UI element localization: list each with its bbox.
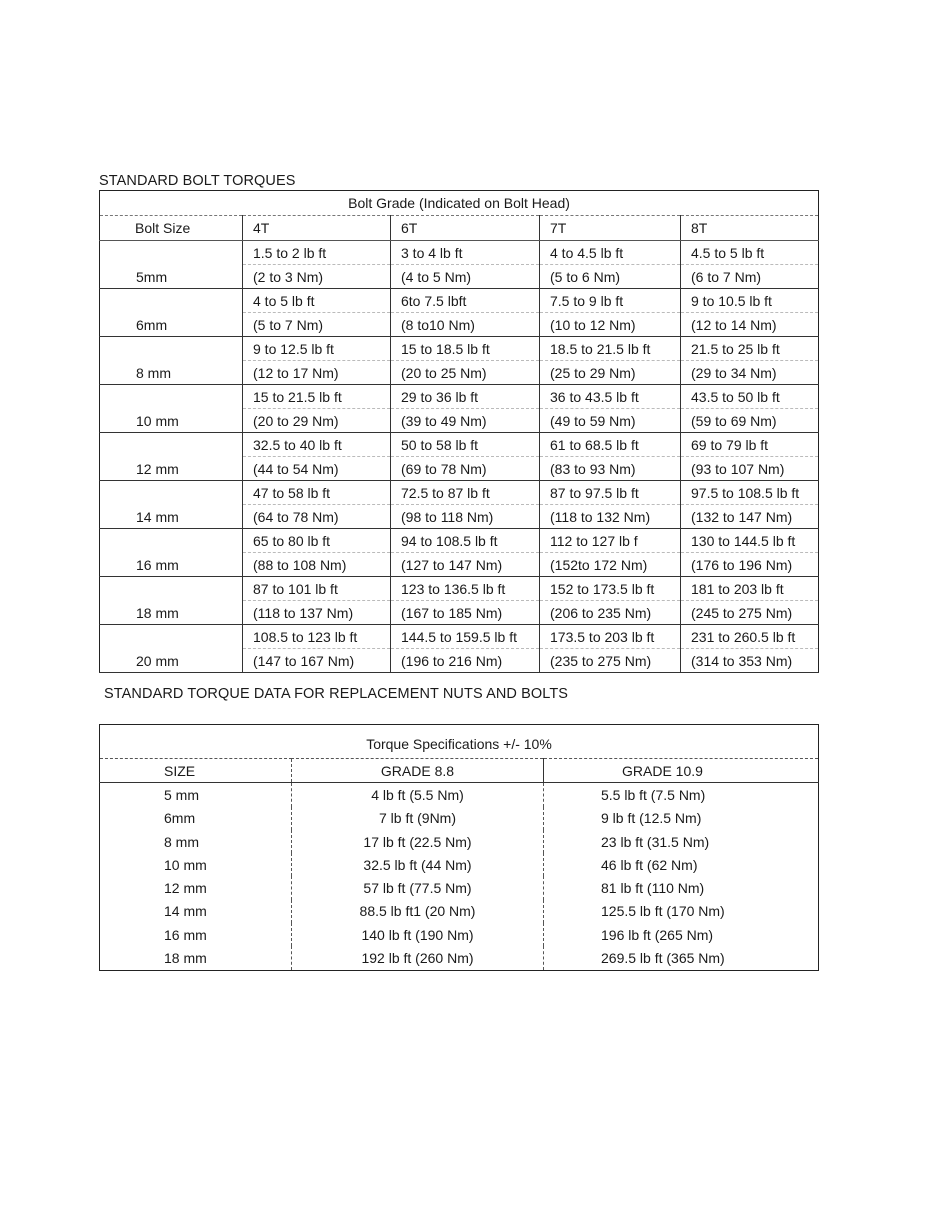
bolt-size-cell: 20 mm: [100, 625, 243, 673]
torque-lbft-cell: 87 to 97.5 lb ft: [540, 481, 681, 505]
bolt-size-cell: 10 mm: [100, 385, 243, 433]
torque-nm-cell: (127 to 147 Nm): [391, 553, 540, 577]
torque-nm-cell: (64 to 78 Nm): [243, 505, 391, 529]
column-header-grade-8-8: GRADE 8.8: [292, 759, 544, 783]
size-cell: 12 mm: [164, 880, 207, 897]
torque-lbft-cell: 50 to 58 lb ft: [391, 433, 540, 457]
torque-nm-cell: (83 to 93 Nm): [540, 457, 681, 481]
spec-header-row: [100, 725, 819, 759]
grade-10-9-cell: 9 lb ft (12.5 Nm): [544, 807, 819, 830]
column-header-6t: 6T: [391, 216, 540, 241]
grade-8-8-cell: 88.5 lb ft1 (20 Nm): [292, 900, 544, 923]
torque-nm-cell: (8 to10 Nm): [391, 313, 540, 337]
torque-lbft-cell: 173.5 to 203 lb ft: [540, 625, 681, 649]
grade-10-9-cell: 81 lb ft (110 Nm): [544, 876, 819, 899]
grade-10-9-cell: 125.5 lb ft (170 Nm): [544, 900, 819, 923]
bolt-row: [100, 577, 819, 601]
spec-header: Torque Specifications +/- 10%: [100, 725, 819, 759]
bolt-size-cell: 8 mm: [100, 337, 243, 385]
torque-lbft-cell: 97.5 to 108.5 lb ft: [681, 481, 819, 505]
torque-lbft-cell: 21.5 to 25 lb ft: [681, 337, 819, 361]
column-header-bolt-size: Bolt Size: [100, 216, 243, 241]
torque-lbft-cell: 32.5 to 40 lb ft: [243, 433, 391, 457]
bolt-row: [100, 241, 819, 265]
torque-lbft-cell: 4 to 4.5 lb ft: [540, 241, 681, 265]
torque-nm-cell: (245 to 275 Nm): [681, 601, 819, 625]
bolt-size-cell: 14 mm: [100, 481, 243, 529]
grade-10-9-cell: 46 lb ft (62 Nm): [544, 853, 819, 876]
bolt-row: [100, 337, 819, 361]
replacement-torques-table: [99, 724, 819, 971]
bolt-row: [100, 433, 819, 457]
torque-lbft-cell: 29 to 36 lb ft: [391, 385, 540, 409]
torque-lbft-cell: 65 to 80 lb ft: [243, 529, 391, 553]
replacement-row: [100, 830, 819, 853]
torque-lbft-cell: 61 to 68.5 lb ft: [540, 433, 681, 457]
bolt-row: [100, 289, 819, 313]
torque-lbft-cell: 123 to 136.5 lb ft: [391, 577, 540, 601]
torque-nm-cell: (206 to 235 Nm): [540, 601, 681, 625]
grade-8-8-cell: 7 lb ft (9Nm): [292, 807, 544, 830]
torque-lbft-cell: 36 to 43.5 lb ft: [540, 385, 681, 409]
torque-lbft-cell: 43.5 to 50 lb ft: [681, 385, 819, 409]
torque-nm-cell: (147 to 167 Nm): [243, 649, 391, 673]
replacement-row: [100, 807, 819, 830]
torque-nm-cell: (25 to 29 Nm): [540, 361, 681, 385]
grade-header: Bolt Grade (Indicated on Bolt Head): [100, 191, 819, 216]
torque-lbft-cell: 9 to 10.5 lb ft: [681, 289, 819, 313]
size-cell: 6mm: [164, 810, 196, 827]
torque-nm-cell: (5 to 6 Nm): [540, 265, 681, 289]
torque-nm-cell: (93 to 107 Nm): [681, 457, 819, 481]
replacement-torques-title: STANDARD TORQUE DATA FOR REPLACEMENT NUTS AND BOLTS: [104, 686, 569, 702]
torque-nm-cell: (152to 172 Nm): [540, 553, 681, 577]
torque-nm-cell: (196 to 216 Nm): [391, 649, 540, 673]
bolt-torques-title: STANDARD BOLT TORQUES: [99, 173, 296, 189]
size-cell: 8 mm: [164, 833, 199, 850]
replacement-row: [100, 853, 819, 876]
column-header-row: [100, 759, 819, 783]
torque-nm-cell: (39 to 49 Nm): [391, 409, 540, 433]
column-header-8t: 8T: [681, 216, 819, 241]
grade-8-8-cell: 17 lb ft (22.5 Nm): [292, 830, 544, 853]
torque-nm-cell: (29 to 34 Nm): [681, 361, 819, 385]
torque-nm-cell: (88 to 108 Nm): [243, 553, 391, 577]
bolt-row: [100, 625, 819, 649]
torque-nm-cell: (5 to 7 Nm): [243, 313, 391, 337]
torque-nm-cell: (235 to 275 Nm): [540, 649, 681, 673]
torque-lbft-cell: 152 to 173.5 lb ft: [540, 577, 681, 601]
torque-lbft-cell: 231 to 260.5 lb ft: [681, 625, 819, 649]
grade-10-9-cell: 196 lb ft (265 Nm): [544, 923, 819, 946]
torque-nm-cell: (12 to 17 Nm): [243, 361, 391, 385]
torque-nm-cell: (118 to 132 Nm): [540, 505, 681, 529]
torque-nm-cell: (69 to 78 Nm): [391, 457, 540, 481]
grade-10-9-cell: 23 lb ft (31.5 Nm): [544, 830, 819, 853]
torque-nm-cell: (2 to 3 Nm): [243, 265, 391, 289]
replacement-row: [100, 900, 819, 923]
torque-nm-cell: (10 to 12 Nm): [540, 313, 681, 337]
column-header-size: SIZE: [100, 759, 292, 783]
torque-nm-cell: (118 to 137 Nm): [243, 601, 391, 625]
torque-lbft-cell: 4 to 5 lb ft: [243, 289, 391, 313]
torque-lbft-cell: 6to 7.5 lbft: [391, 289, 540, 313]
torque-nm-cell: (59 to 69 Nm): [681, 409, 819, 433]
torque-lbft-cell: 112 to 127 lb f: [540, 529, 681, 553]
torque-nm-cell: (4 to 5 Nm): [391, 265, 540, 289]
torque-nm-cell: (20 to 29 Nm): [243, 409, 391, 433]
size-cell: 14 mm: [164, 903, 207, 920]
size-cell: 16 mm: [164, 926, 207, 943]
torque-lbft-cell: 108.5 to 123 lb ft: [243, 625, 391, 649]
torque-nm-cell: (98 to 118 Nm): [391, 505, 540, 529]
size-cell: 5 mm: [164, 786, 199, 803]
bolt-row: [100, 529, 819, 553]
bolt-row: [100, 385, 819, 409]
grade-10-9-cell: 269.5 lb ft (365 Nm): [544, 946, 819, 970]
torque-lbft-cell: 9 to 12.5 lb ft: [243, 337, 391, 361]
torque-lbft-cell: 144.5 to 159.5 lb ft: [391, 625, 540, 649]
torque-lbft-cell: 1.5 to 2 lb ft: [243, 241, 391, 265]
torque-lbft-cell: 7.5 to 9 lb ft: [540, 289, 681, 313]
column-header-4t: 4T: [243, 216, 391, 241]
column-header-row: [100, 216, 819, 241]
grade-8-8-cell: 57 lb ft (77.5 Nm): [292, 876, 544, 899]
replacement-row: [100, 783, 819, 807]
grade-8-8-cell: 4 lb ft (5.5 Nm): [292, 783, 544, 807]
torque-nm-cell: (132 to 147 Nm): [681, 505, 819, 529]
column-header-grade-10-9: GRADE 10.9: [544, 759, 819, 783]
grade-8-8-cell: 140 lb ft (190 Nm): [292, 923, 544, 946]
grade-header-row: [100, 191, 819, 216]
torque-lbft-cell: 130 to 144.5 lb ft: [681, 529, 819, 553]
torque-nm-cell: (176 to 196 Nm): [681, 553, 819, 577]
grade-8-8-cell: 32.5 lb ft (44 Nm): [292, 853, 544, 876]
grade-10-9-cell: 5.5 lb ft (7.5 Nm): [544, 783, 819, 807]
bolt-size-cell: 16 mm: [100, 529, 243, 577]
torque-nm-cell: (49 to 59 Nm): [540, 409, 681, 433]
torque-nm-cell: (12 to 14 Nm): [681, 313, 819, 337]
bolt-row: [100, 481, 819, 505]
size-cell: 18 mm: [164, 950, 207, 967]
bolt-size-cell: 5mm: [100, 241, 243, 289]
size-cell: 10 mm: [164, 856, 207, 873]
torque-lbft-cell: 15 to 21.5 lb ft: [243, 385, 391, 409]
bolt-size-cell: 6mm: [100, 289, 243, 337]
torque-nm-cell: (314 to 353 Nm): [681, 649, 819, 673]
torque-lbft-cell: 4.5 to 5 lb ft: [681, 241, 819, 265]
replacement-row: [100, 946, 819, 970]
torque-lbft-cell: 94 to 108.5 lb ft: [391, 529, 540, 553]
torque-lbft-cell: 3 to 4 lb ft: [391, 241, 540, 265]
column-header-7t: 7T: [540, 216, 681, 241]
torque-lbft-cell: 181 to 203 lb ft: [681, 577, 819, 601]
bolt-size-cell: 12 mm: [100, 433, 243, 481]
torque-lbft-cell: 47 to 58 lb ft: [243, 481, 391, 505]
torque-nm-cell: (167 to 185 Nm): [391, 601, 540, 625]
torque-nm-cell: (44 to 54 Nm): [243, 457, 391, 481]
replacement-row: [100, 876, 819, 899]
bolt-size-cell: 18 mm: [100, 577, 243, 625]
replacement-row: [100, 923, 819, 946]
torque-lbft-cell: 69 to 79 lb ft: [681, 433, 819, 457]
torque-lbft-cell: 15 to 18.5 lb ft: [391, 337, 540, 361]
torque-nm-cell: (6 to 7 Nm): [681, 265, 819, 289]
torque-lbft-cell: 72.5 to 87 lb ft: [391, 481, 540, 505]
grade-8-8-cell: 192 lb ft (260 Nm): [292, 946, 544, 970]
torque-lbft-cell: 87 to 101 lb ft: [243, 577, 391, 601]
torque-lbft-cell: 18.5 to 21.5 lb ft: [540, 337, 681, 361]
bolt-torques-table: [99, 190, 819, 673]
torque-nm-cell: (20 to 25 Nm): [391, 361, 540, 385]
